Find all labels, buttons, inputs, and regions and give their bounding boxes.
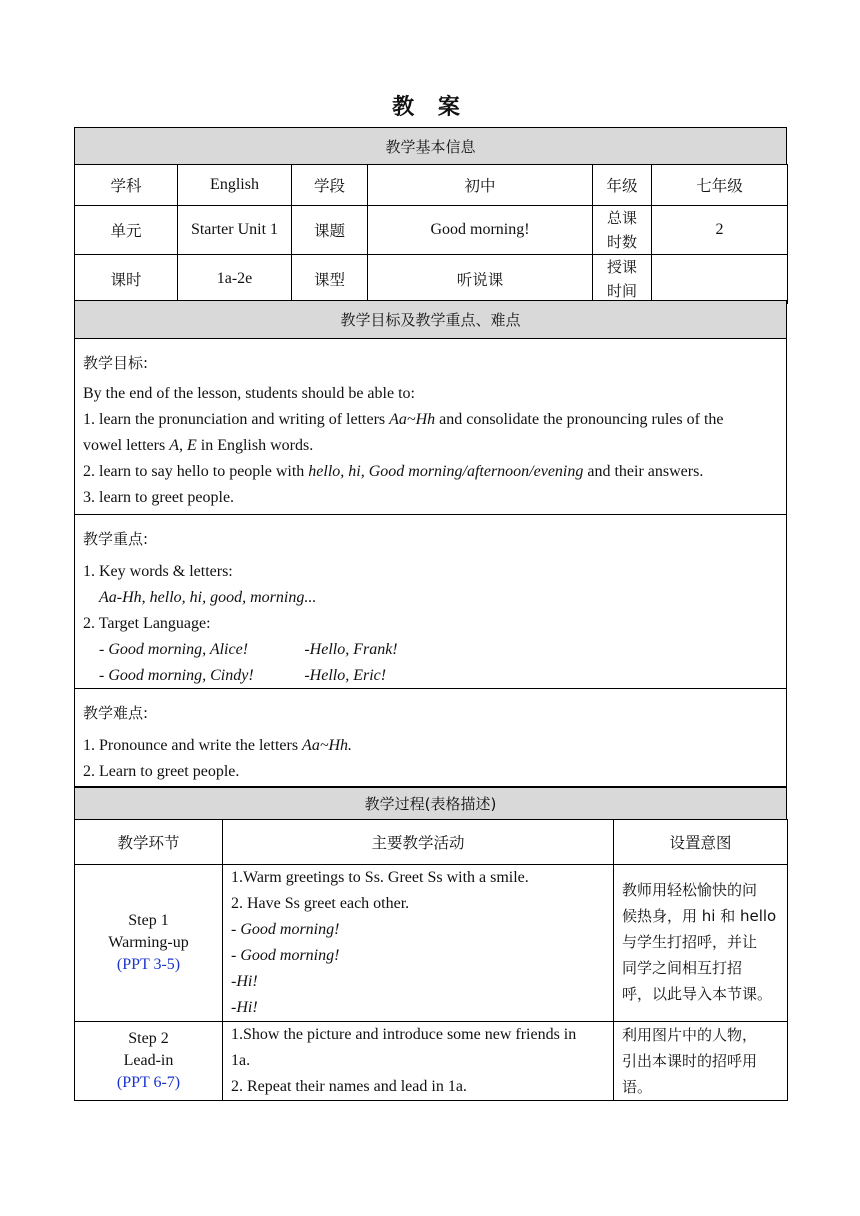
step2-activities: 1.Show the picture and introduce some new friends in 1a. 2. Repeat their names and lead in 1a.: [223, 1022, 614, 1101]
label-period: 课时: [75, 255, 178, 304]
step2-intent: 利用图片中的人物， 引出本课时的招呼用 语。: [614, 1022, 788, 1101]
difficulty-2: 2. Learn to greet people.: [83, 763, 240, 780]
document-title: 教 案: [392, 95, 468, 120]
label-topic: 课题: [292, 206, 368, 255]
step1-activities: 1.Warm greetings to Ss. Greet Ss with a smile. 2. Have Ss greet each other. - Good morning! - Good morning! -Hi! -Hi!: [223, 865, 614, 1022]
value-lesson-type: 听说课: [368, 255, 593, 304]
target-language-1: - Good morning, Alice! -Hello, Frank!: [99, 641, 398, 658]
label-grade: 年级: [593, 165, 652, 206]
objectives-intro: By the end of the lesson, students should be able to:: [83, 385, 415, 402]
value-stage: 初中: [368, 165, 593, 206]
key-point-1: 1. Key words & letters:: [83, 563, 233, 580]
value-grade: 七年级: [652, 165, 788, 206]
info-row-unit: [75, 206, 788, 255]
info-row-period: [75, 255, 788, 304]
value-unit: Starter Unit 1: [178, 206, 292, 255]
objective-1: 1. learn the pronunciation and writing of letters Aa~Hh and consolidate the pronouncing rules of the: [83, 411, 724, 428]
objective-2: 2. learn to say hello to people with hello, hi, Good morning/afternoon/evening and their answers.: [83, 463, 704, 480]
basic-info-table: [74, 164, 788, 304]
value-topic: Good morning!: [368, 206, 593, 255]
difficulties-heading: 教学难点:: [83, 704, 149, 722]
objective-1-cont: vowel letters A, E in English words.: [83, 437, 314, 454]
difficulties-section: [74, 688, 787, 787]
step2-number: Step 2: [128, 1030, 169, 1047]
process-column-headers: [75, 820, 788, 865]
basic-info-header: 教学基本信息: [74, 127, 787, 165]
step2-ppt: (PPT 6-7): [116, 1074, 181, 1091]
step1-name: Warming-up: [108, 934, 189, 951]
label-subject: 学科: [75, 165, 178, 206]
step1-intent: 教师用轻松愉快的问 候热身，用 hi 和 hello 与学生打招呼，并让 同学之间相互打招 呼，以此导入本节课。: [614, 865, 788, 1022]
step1-number: Step 1: [128, 912, 169, 929]
key-point-2: 2. Target Language:: [83, 615, 211, 632]
label-teaching-time: 授课 时间: [593, 255, 652, 304]
col-activities: 主要教学活动: [223, 820, 614, 865]
col-intent: 设置意图: [614, 820, 788, 865]
goals-header: 教学目标及教学重点、难点: [74, 300, 787, 339]
process-header: 教学过程(表格描述): [74, 787, 787, 820]
value-teaching-time: [652, 255, 788, 304]
label-total-hours: 总课 时数: [593, 206, 652, 255]
col-stage: 教学环节: [75, 820, 223, 865]
target-language-2: - Good morning, Cindy! -Hello, Eric!: [99, 667, 387, 684]
objectives-section: [74, 339, 787, 515]
step2-cell: [75, 1022, 223, 1101]
value-total-hours: 2: [652, 206, 788, 255]
process-row-step1: [75, 865, 788, 1022]
process-table: [74, 819, 788, 1101]
key-words: Aa-Hh, hello, hi, good, morning...: [99, 589, 317, 606]
process-row-step2: [75, 1022, 788, 1101]
step2-name: Lead-in: [123, 1052, 174, 1069]
label-lesson-type: 课型: [292, 255, 368, 304]
step1-cell: [75, 865, 223, 1022]
value-subject: English: [178, 165, 292, 206]
value-period: 1a-2e: [178, 255, 292, 304]
info-row-subject: [75, 165, 788, 206]
key-points-heading: 教学重点:: [83, 530, 149, 548]
key-points-section: [74, 514, 787, 689]
step1-ppt: (PPT 3-5): [116, 956, 181, 973]
label-stage: 学段: [292, 165, 368, 206]
difficulty-1: 1. Pronounce and write the letters Aa~Hh.: [83, 737, 353, 754]
objective-3: 3. learn to greet people.: [83, 489, 235, 506]
label-unit: 单元: [75, 206, 178, 255]
objectives-heading: 教学目标:: [83, 354, 149, 372]
